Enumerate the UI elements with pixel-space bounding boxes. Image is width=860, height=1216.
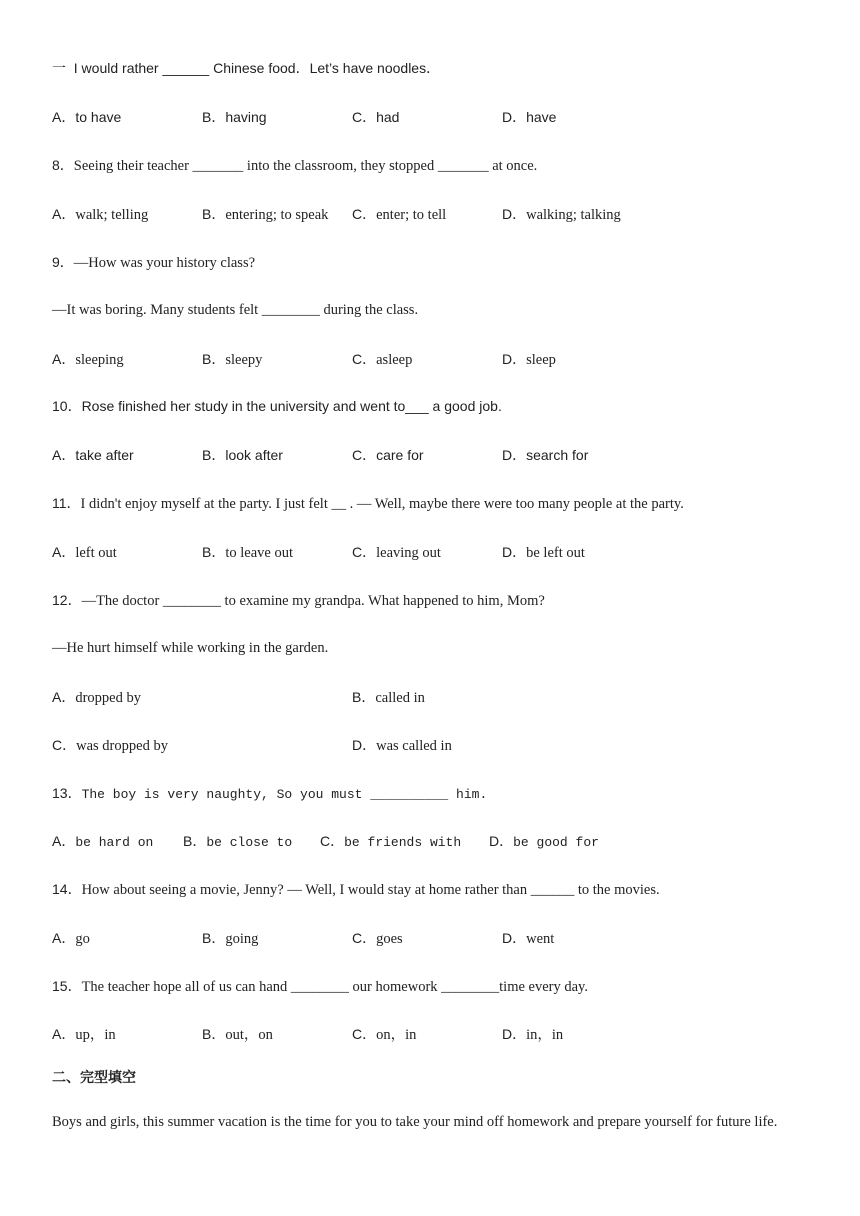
question-7-stem: 一 I would rather ______ Chinese food．Let’s have noodles． (52, 60, 441, 76)
question-12-number: 12． (52, 592, 82, 608)
q11-option-c: C．leaving out (352, 544, 441, 561)
question-11-stem: I didn't enjoy myself at the party. I just felt __ . — Well, maybe there were too many people at the party. (80, 496, 684, 512)
q12-option-d: D．was called in (352, 737, 452, 754)
question-9 (52, 252, 255, 273)
q13-option-b: B．be close to (183, 833, 293, 850)
question-12-stem-line-2: —He hurt himself while working in the garden. (52, 640, 329, 656)
q9-option-a: A．sleeping (52, 351, 124, 368)
q14-option-a: A．go (52, 930, 90, 947)
q9-option-c: C．asleep (352, 351, 413, 368)
question-8 (52, 155, 537, 176)
q7-option-a: A．to have (52, 109, 122, 125)
q14-option-b: B．going (202, 930, 259, 947)
q12-option-c: C．was dropped by (52, 737, 168, 754)
q11-option-a: A．left out (52, 544, 117, 561)
q7-option-c: C．had (352, 109, 400, 125)
question-9-stem-line-2: —It was boring. Many students felt ________ during the class. (52, 302, 419, 318)
question-15 (52, 976, 588, 997)
q10-option-d: D．search for (502, 447, 589, 463)
question-10-stem: 10．Rose finished her study in the university and went to___ a good job. (52, 398, 502, 414)
question-11 (52, 493, 684, 514)
q7-option-b: B．having (202, 109, 267, 125)
question-9-number: 9． (52, 254, 74, 270)
section-2-heading: 二、完型填空 (52, 1070, 136, 1086)
q9-option-b: B．sleepy (202, 351, 263, 368)
question-12-stem: —The doctor ________ to examine my grandpa. What happened to him, Mom? (81, 593, 545, 609)
question-8-number: 8． (52, 157, 74, 173)
q13-option-a: A．be hard on (52, 833, 154, 850)
q8-option-b: B．entering; to speak (202, 206, 329, 223)
question-12 (52, 590, 545, 611)
section-2-passage: Boys and girls, this summer vacation is the time for you to take your mind off homework and prepare yourself for future life. (52, 1114, 778, 1130)
question-14-number: 14． (52, 881, 82, 897)
question-14 (52, 879, 660, 900)
q8-option-d: D．walking; talking (502, 206, 621, 223)
q14-option-d: D．went (502, 930, 555, 947)
question-15-number: 15． (52, 978, 82, 994)
q10-option-a: A．take after (52, 447, 134, 463)
question-8-stem: Seeing their teacher _______ into the classroom, they stopped _______ at once. (73, 158, 538, 174)
q11-option-d: D．be left out (502, 544, 585, 561)
q15-option-a: A．up，in (52, 1026, 116, 1043)
q7-option-d: D．have (502, 109, 557, 125)
q9-option-d: D．sleep (502, 351, 556, 368)
question-15-stem: The teacher hope all of us can hand ________ our homework ________time every day. (81, 979, 588, 995)
q15-option-d: D．in，in (502, 1026, 564, 1043)
q13-option-c: C．be friends with (320, 833, 462, 850)
q8-option-a: A．walk; telling (52, 206, 149, 223)
question-9-stem: —How was your history class? (73, 255, 256, 271)
question-13 (52, 783, 487, 805)
q13-option-d: D．be good for (489, 833, 599, 850)
question-14-stem: How about seeing a movie, Jenny? — Well, I would stay at home rather than ______ to the movies. (81, 882, 660, 898)
question-13-number: 13． (52, 785, 82, 801)
q8-option-c: C．enter; to tell (352, 206, 447, 223)
q15-option-b: B．out，on (202, 1026, 273, 1043)
q12-option-a: A．dropped by (52, 689, 141, 706)
q15-option-c: C．on，in (352, 1026, 417, 1043)
q14-option-c: C．goes (352, 930, 403, 947)
question-11-number: 11． (52, 495, 81, 511)
q10-option-b: B．look after (202, 447, 283, 463)
question-13-stem: The boy is very naughty, So you must __________ him. (81, 787, 488, 802)
q10-option-c: C．care for (352, 447, 424, 463)
q12-option-b: B．called in (352, 689, 425, 706)
q11-option-b: B．to leave out (202, 544, 293, 561)
